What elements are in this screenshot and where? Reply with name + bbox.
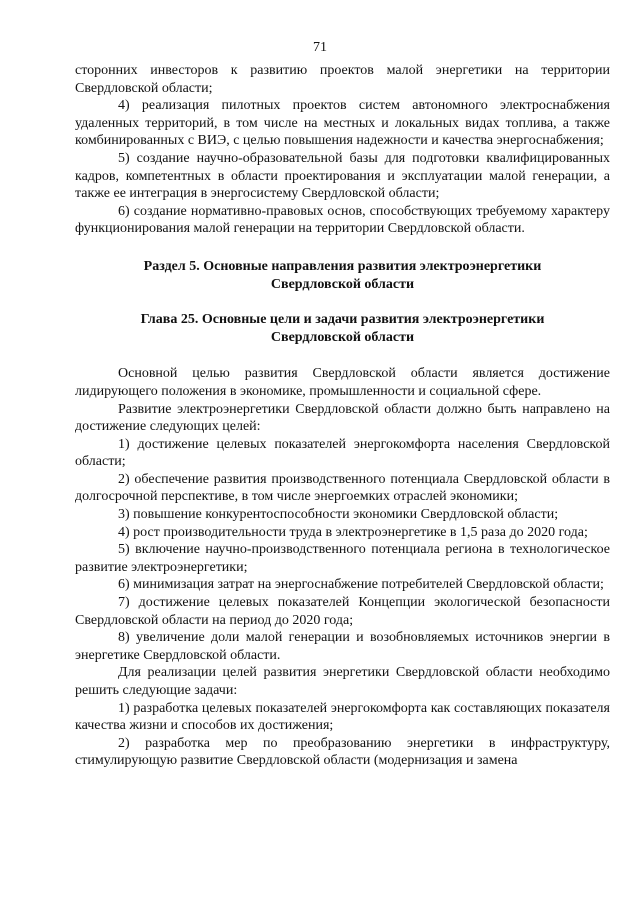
section-heading-line1: Раздел 5. Основные направления развития электроэнергетики [143,258,542,274]
paragraph: 6) создание нормативно-правовых основ, способствующих требуемому характеру функционирования малой генерации на территории Свердловской области. [75,203,610,237]
list-item: 7) достижение целевых показателей Концепции экологической безопасности Свердловской области на период до 2020 года; [75,595,610,628]
page-number: 71 [313,40,327,55]
list-item: 2) разработка мер по преобразованию энергетики в инфраструктуру, стимулирующую развитие Свердловской области (модернизация и замена [75,735,610,769]
list-item: 1) разработка целевых показателей энергокомфорта как составляющих показателя качества жизни и способов их достижения; [75,700,610,734]
list-item: 8) увеличение доли малой генерации и возобновляемых источников энергии в энергетике Свердловской области. [75,630,610,663]
paragraph: 5) создание научно-образовательной базы для подготовки квалифицированных кадров, компетентных в области проектирования и эксплуатации малой генерации, а также ее интеграция в энергосистему Свердловской области; [75,150,610,202]
list-item: 2) обеспечение развития производственного потенциала Свердловской области в долгосрочной перспективе, в том числе энергоемких отраслей экономики; [75,471,610,505]
paragraph: 4) реализация пилотных проектов систем автономного электроснабжения удаленных территорий, в том числе на местных и локальных видах топлива, а также комбинированных с ВИЭ, с целью повышения надежности и качества энергоснабжения; [75,98,610,149]
list-item: 4) рост производительности труда в электроэнергетике в 1,5 раза до 2020 года; [118,524,588,540]
paragraph: Для реализации целей развития энергетики Свердловской области необходимо решить следующие задачи: [75,665,610,698]
chapter-heading-line1: Глава 25. Основные цели и задачи развития электроэнергетики [140,312,545,328]
paragraph: сторонних инвесторов к развитию проектов малой энергетики на территории Свердловской области; [75,63,610,96]
page-content [75,62,610,770]
list-item: 6) минимизация затрат на энергоснабжение потребителей Свердловской области; [118,577,604,593]
paragraph: Основной целью развития Свердловской области является достижение лидирующего положения в экономике, промышленности и социальной сфере. [75,366,610,399]
list-item: 1) достижение целевых показателей энергокомфорта населения Свердловской области; [75,436,610,470]
section-heading-line2: Свердловской области [270,276,415,292]
chapter-heading-line2: Свердловской области [270,329,415,345]
paragraph: Развитие электроэнергетики Свердловской области должно быть направлено на достижение следующих целей: [75,401,610,435]
section-heading [75,258,610,293]
list-item: 5) включение научно-производственного потенциала региона в технологическое развитие электроэнергетики; [75,542,610,575]
chapter-heading [75,311,610,346]
list-item: 3) повышение конкурентоспособности экономики Свердловской области; [118,507,559,523]
